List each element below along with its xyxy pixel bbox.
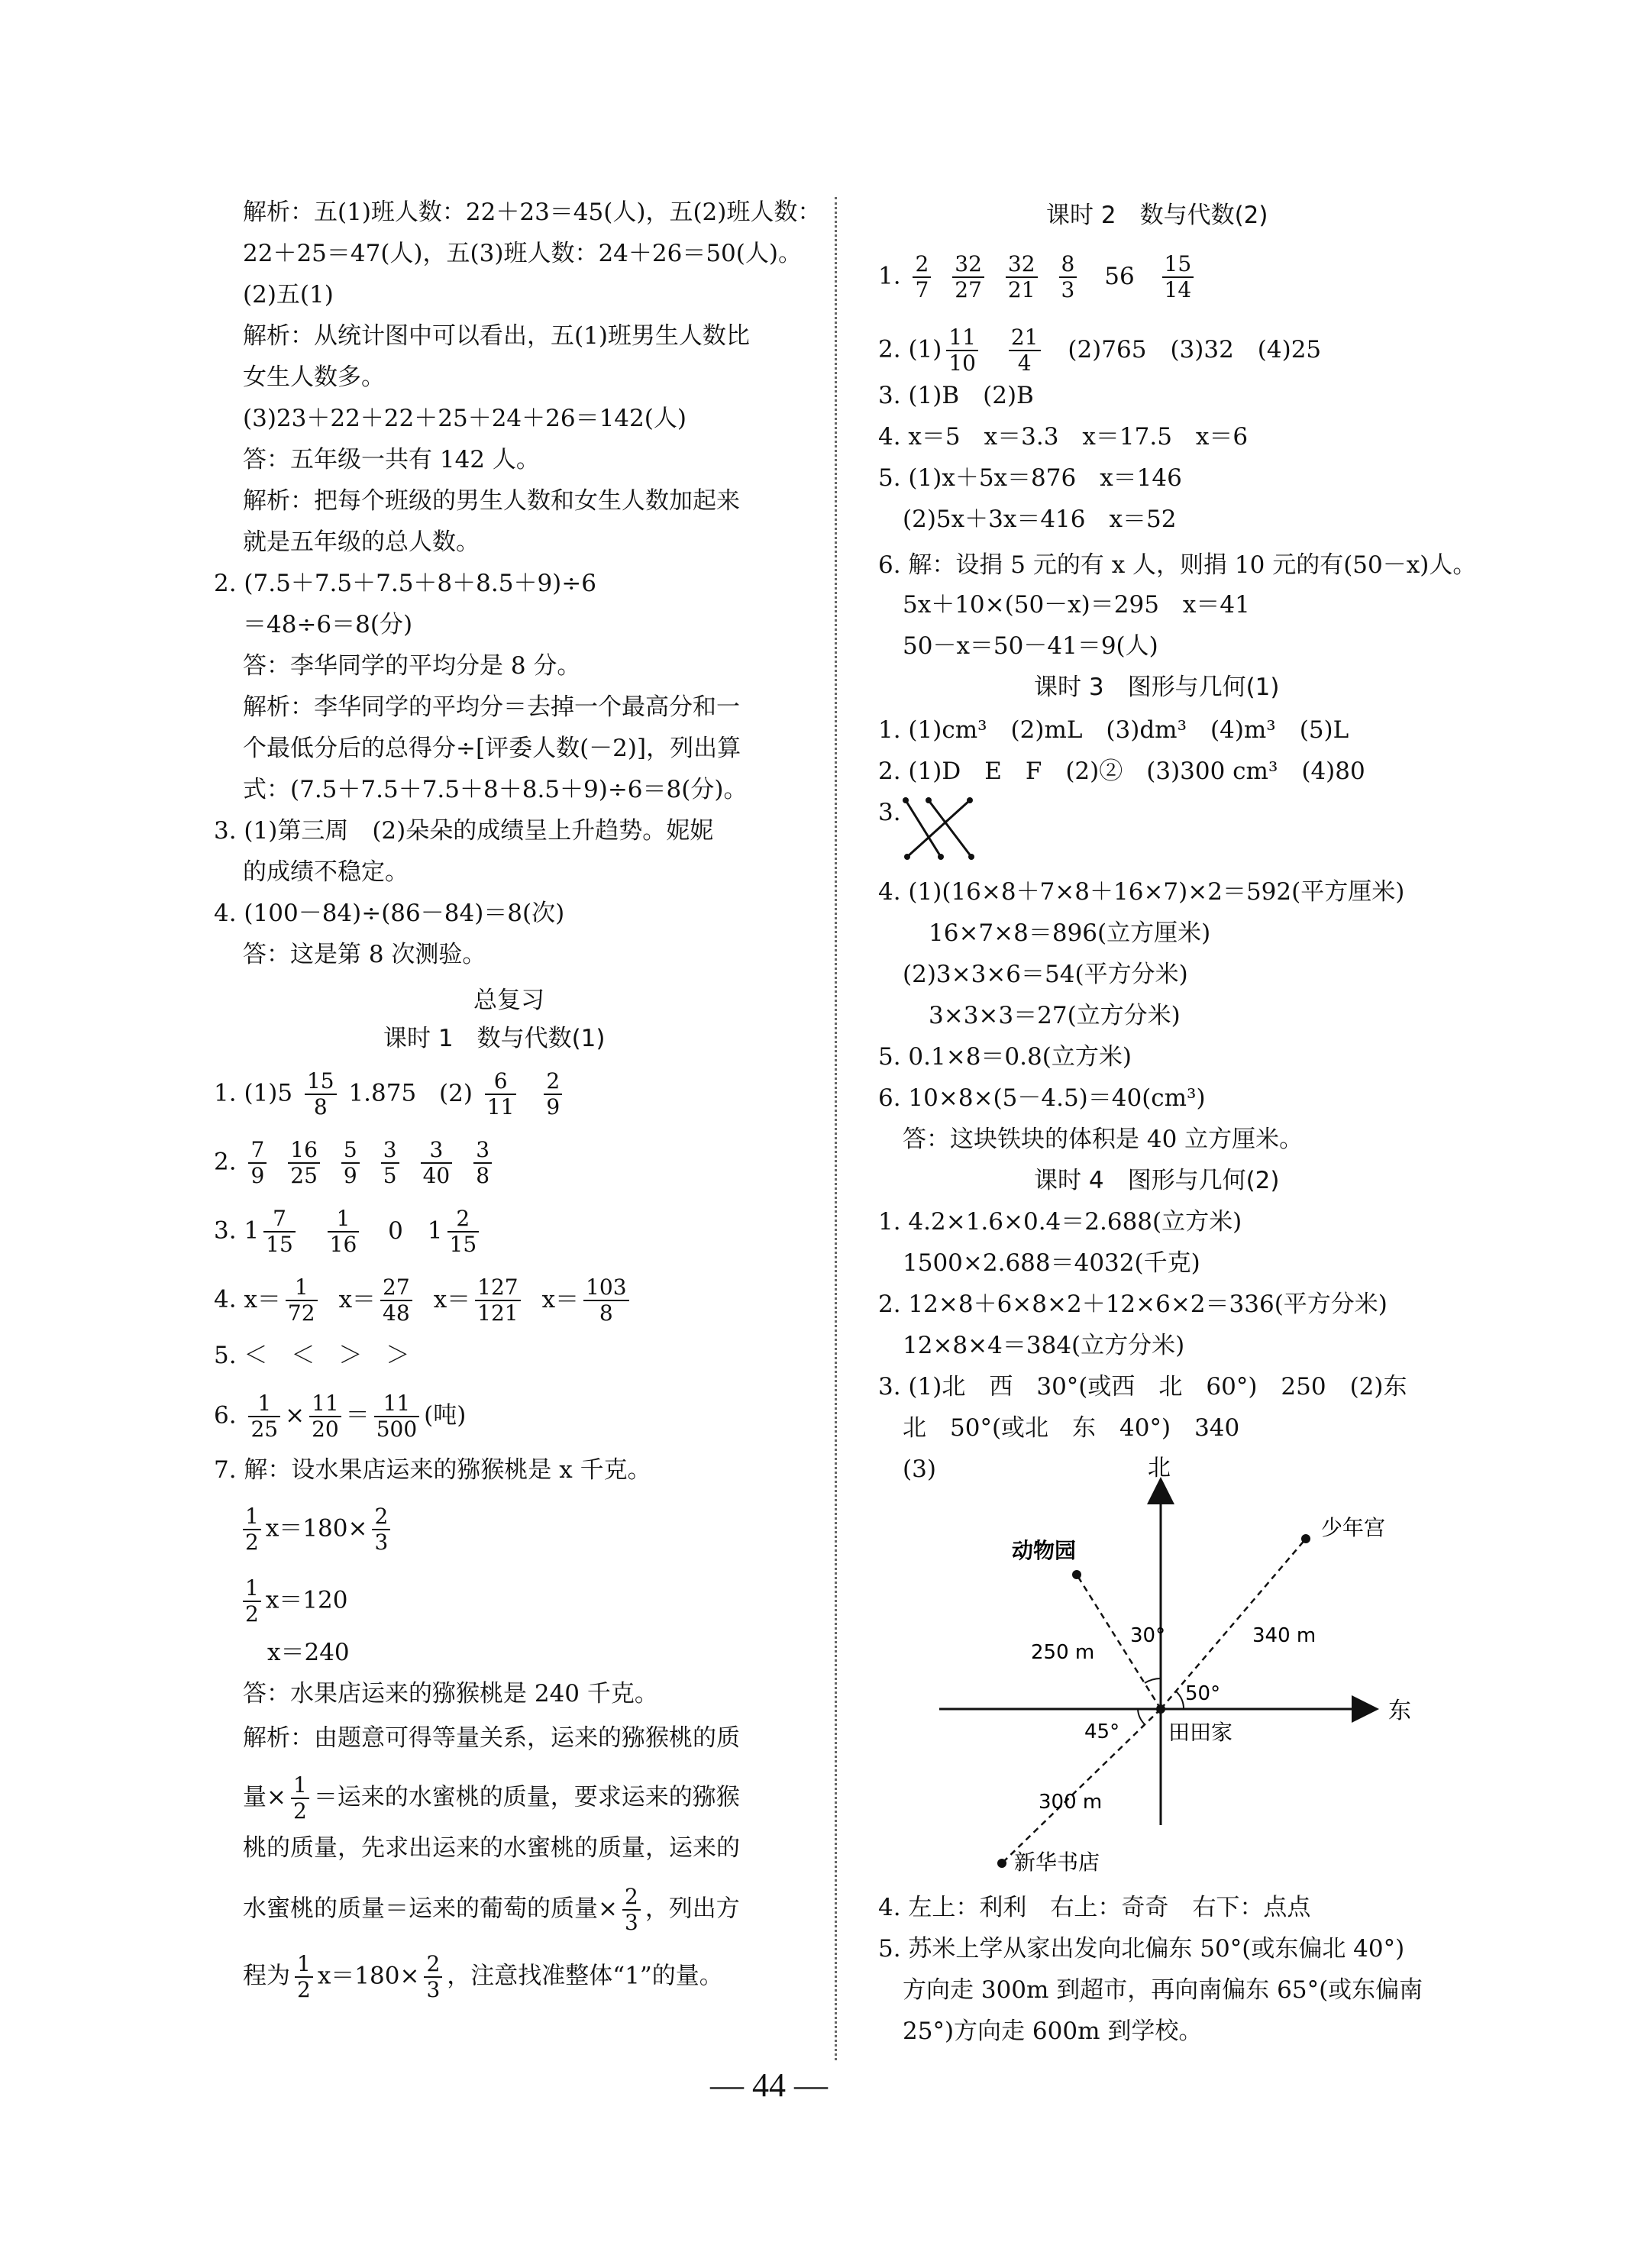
num: 2 bbox=[372, 1504, 390, 1530]
text-line: ＝48÷6＝8(分) bbox=[243, 611, 413, 638]
variable: x＝ bbox=[244, 1285, 281, 1313]
answer-line-2 bbox=[214, 1138, 496, 1188]
den: 20 bbox=[312, 1417, 339, 1442]
home-label: 田田家 bbox=[1168, 1720, 1233, 1745]
fraction bbox=[1162, 252, 1194, 302]
lesson-title: 课时 2 数与代数(2) bbox=[1046, 202, 1268, 229]
num: 3 bbox=[421, 1138, 453, 1164]
num: 2 bbox=[424, 1952, 442, 1978]
answer-line-2: 2. (1)D E F (2)② (3)300 cm³ (4)80 bbox=[878, 758, 1365, 785]
text: 1.875 bbox=[348, 1079, 417, 1107]
fraction bbox=[286, 1275, 318, 1326]
answer-line-1: 1. (1)cm³ (2)mL (3)dm³ (4)m³ (5)L bbox=[878, 716, 1349, 744]
text-line: 北 50°(或北 东 40°) 340 bbox=[903, 1414, 1240, 1442]
num: 1 bbox=[291, 1773, 309, 1799]
text: ，注意找准整体“1”的量。 bbox=[447, 1962, 723, 1990]
den: 40 bbox=[422, 1163, 451, 1188]
text-line: 女生人数多。 bbox=[243, 363, 385, 391]
den: 2 bbox=[245, 1530, 259, 1555]
den: 15 bbox=[266, 1232, 293, 1257]
num: 11 bbox=[309, 1391, 341, 1417]
den: 3 bbox=[1061, 277, 1075, 302]
matching-lines bbox=[901, 794, 977, 863]
q-label: 6. bbox=[214, 1401, 237, 1430]
q-label: 1. bbox=[878, 262, 901, 290]
den: 2 bbox=[297, 1977, 311, 2002]
page-number: — 44 — bbox=[710, 2066, 828, 2104]
q-label: 3. bbox=[214, 1216, 237, 1245]
text-line: 2. (7.5＋7.5＋7.5＋8＋8.5＋9)÷6 bbox=[214, 570, 596, 597]
text-line: 3. (1)第三周 (2)朵朵的成绩呈上升趋势。妮妮 bbox=[214, 817, 714, 845]
fraction bbox=[305, 1069, 337, 1119]
fraction bbox=[248, 1391, 280, 1442]
text-line: 解析：把每个班级的男生人数和女生人数加起来 bbox=[243, 487, 740, 515]
den: 14 bbox=[1164, 277, 1192, 302]
text: x＝120 bbox=[265, 1586, 348, 1614]
fraction bbox=[374, 1391, 419, 1442]
answer-line-2 bbox=[878, 325, 1321, 376]
text-line: 的成绩不稳定。 bbox=[243, 858, 409, 886]
num: 1 bbox=[286, 1275, 318, 1301]
num: 11 bbox=[946, 325, 978, 351]
text-line: 解析：五(1)班人数：22＋23＝45(人)，五(2)班人数： bbox=[243, 199, 822, 226]
text-line: 5x＋10×(50－x)＝295 x＝41 bbox=[903, 591, 1250, 619]
den: 4 bbox=[1017, 351, 1032, 376]
den: 8 bbox=[313, 1094, 328, 1119]
num: 127 bbox=[475, 1275, 520, 1301]
num: 15 bbox=[305, 1069, 337, 1095]
answer-line-3: 3. (1)北 西 30°(或西 北 60°) 250 (2)东 bbox=[878, 1373, 1407, 1401]
fraction bbox=[248, 1138, 267, 1188]
answer-line-1 bbox=[214, 1069, 567, 1119]
text-line: 方向走 300m 到超市，再向南偏东 65°(或东偏南 bbox=[903, 1976, 1423, 2004]
answer-line-6: 6. 解：设捐 5 元的有 x 人，则捐 10 元的有(50－x)人。 bbox=[878, 551, 1477, 579]
answer-line-4: 4. (1)(16×8＋7×8＋16×7)×2＝592(平方厘米) bbox=[878, 878, 1405, 906]
num: 5 bbox=[341, 1138, 360, 1164]
angle-arc-50 bbox=[1176, 1691, 1184, 1709]
fraction bbox=[341, 1138, 360, 1188]
num: 7 bbox=[263, 1207, 296, 1233]
text-line: 12×8×4＝384(立方分米) bbox=[903, 1332, 1185, 1359]
num: 7 bbox=[248, 1138, 267, 1164]
text-line: 16×7×8＝896(立方厘米) bbox=[929, 919, 1211, 947]
fraction bbox=[485, 1069, 517, 1119]
fraction bbox=[473, 1138, 492, 1188]
text-line: (3) bbox=[903, 1455, 936, 1483]
q-label: 2. bbox=[878, 335, 901, 363]
fraction bbox=[946, 325, 978, 376]
fraction bbox=[913, 252, 931, 302]
den: 3 bbox=[374, 1530, 389, 1555]
zoo-label: 动物园 bbox=[1012, 1538, 1077, 1563]
whole: 1 bbox=[244, 1216, 260, 1245]
num: 32 bbox=[952, 252, 984, 278]
fraction bbox=[952, 252, 984, 302]
num: 21 bbox=[1009, 325, 1041, 351]
fraction bbox=[295, 1952, 313, 2002]
text-line: (2)3×3×6＝54(平方分米) bbox=[903, 961, 1188, 988]
text: 水蜜桃的质量＝运来的葡萄的质量× bbox=[243, 1895, 618, 1923]
lesson-title: 课时 4 图形与几何(2) bbox=[1034, 1167, 1280, 1194]
store-point bbox=[997, 1859, 1006, 1868]
dist-300: 300 m bbox=[1039, 1791, 1103, 1814]
fraction bbox=[421, 1138, 453, 1188]
fraction bbox=[380, 1275, 412, 1326]
answer-line-6 bbox=[214, 1391, 466, 1442]
num: 1 bbox=[248, 1391, 280, 1417]
den: 9 bbox=[546, 1094, 561, 1119]
text-line: 25°)方向走 600m 到学校。 bbox=[903, 2018, 1203, 2045]
den: 3 bbox=[624, 1910, 638, 1935]
text: 量× bbox=[243, 1783, 286, 1811]
text-line: 个最低分后的总得分÷[评委人数(－2)]，列出算 bbox=[243, 735, 741, 762]
fraction bbox=[381, 1138, 399, 1188]
whole: 1 bbox=[427, 1216, 443, 1245]
fraction bbox=[424, 1952, 442, 2002]
num: 16 bbox=[288, 1138, 320, 1164]
equation-line: x＝240 bbox=[267, 1639, 350, 1666]
num: 11 bbox=[374, 1391, 419, 1417]
text-line bbox=[243, 1773, 740, 1824]
den: 2 bbox=[245, 1601, 259, 1627]
text: (1) bbox=[908, 335, 942, 363]
angle-50: 50° bbox=[1185, 1682, 1221, 1705]
store-label: 新华书店 bbox=[1014, 1850, 1100, 1875]
den: 15 bbox=[449, 1232, 477, 1257]
fraction bbox=[1006, 252, 1038, 302]
num: 103 bbox=[583, 1275, 628, 1301]
column-divider bbox=[835, 197, 837, 2060]
answer-line-2: 2. 12×8＋6×8×2＋12×6×2＝336(平方分米) bbox=[878, 1291, 1388, 1318]
variable: x＝ bbox=[541, 1285, 580, 1313]
den: 72 bbox=[287, 1300, 315, 1326]
fraction bbox=[1009, 325, 1041, 376]
dist-250: 250 m bbox=[1031, 1641, 1095, 1664]
fraction bbox=[243, 1576, 261, 1627]
den: 16 bbox=[329, 1232, 357, 1257]
text-line: 答：这是第 8 次测验。 bbox=[243, 941, 486, 968]
text: ＝ bbox=[345, 1401, 370, 1430]
fraction bbox=[475, 1275, 520, 1326]
den: 5 bbox=[383, 1163, 397, 1188]
text-line: 式：(7.5＋7.5＋7.5＋8＋8.5＋9)÷6＝8(分)。 bbox=[243, 776, 748, 803]
answer-line-7: 7. 解：设水果店运来的猕猴桃是 x 千克。 bbox=[214, 1456, 651, 1484]
text-line: 3×3×3＝27(立方分米) bbox=[929, 1002, 1181, 1029]
den: 3 bbox=[426, 1977, 441, 2002]
answer-line-1 bbox=[878, 252, 1198, 302]
angle-30: 30° bbox=[1130, 1624, 1166, 1647]
fraction-list bbox=[908, 251, 1081, 302]
den: 121 bbox=[477, 1300, 519, 1326]
fraction bbox=[243, 1504, 261, 1555]
fraction bbox=[1059, 252, 1077, 302]
fraction bbox=[622, 1885, 641, 1935]
text: × bbox=[285, 1401, 305, 1430]
home-point bbox=[1156, 1704, 1165, 1714]
num: 2 bbox=[913, 252, 931, 278]
text-line: 解析：从统计图中可以看出，五(1)班男生人数比 bbox=[243, 322, 750, 350]
num: 15 bbox=[1162, 252, 1194, 278]
text-line: 4. (100－84)÷(86－84)＝8(次) bbox=[214, 900, 565, 927]
fraction bbox=[288, 1138, 320, 1188]
fraction bbox=[372, 1504, 390, 1555]
den: 48 bbox=[383, 1300, 410, 1326]
num: 1 bbox=[243, 1504, 261, 1530]
den: 25 bbox=[250, 1417, 279, 1442]
text-line: (2)5x＋3x＝416 x＝52 bbox=[903, 506, 1177, 533]
section-title: 总复习 bbox=[473, 987, 544, 1014]
num: 6 bbox=[485, 1069, 517, 1095]
text-line: 22＋25＝47(人)，五(3)班人数：24＋26＝50(人)。 bbox=[243, 240, 802, 267]
store-path bbox=[1002, 1709, 1161, 1863]
north-label: 北 bbox=[1148, 1455, 1171, 1481]
num: 1 bbox=[295, 1952, 313, 1978]
den: 25 bbox=[290, 1163, 318, 1188]
answer-line-3: 3. (1)B (2)B bbox=[878, 382, 1034, 409]
answer-line-3: 3. bbox=[878, 799, 901, 826]
zoo-point bbox=[1072, 1570, 1081, 1579]
den: 11 bbox=[486, 1094, 515, 1119]
text-line: 答：水果店运来的猕猴桃是 240 千克。 bbox=[243, 1680, 658, 1707]
fraction bbox=[263, 1207, 296, 1257]
num: 3 bbox=[473, 1138, 492, 1164]
num: 1 bbox=[328, 1207, 360, 1233]
den: 8 bbox=[599, 1300, 613, 1326]
answer-line-1: 1. 4.2×1.6×0.4＝2.688(立方米) bbox=[878, 1208, 1242, 1236]
num: 32 bbox=[1006, 252, 1038, 278]
text-line: 答：李华同学的平均分是 8 分。 bbox=[243, 652, 581, 680]
dist-340: 340 m bbox=[1252, 1624, 1316, 1647]
equation-line bbox=[243, 1576, 347, 1627]
num: 2 bbox=[622, 1885, 641, 1911]
text-line bbox=[243, 1952, 723, 2002]
text-line: 就是五年级的总人数。 bbox=[243, 528, 480, 556]
text-line: 解析：李华同学的平均分＝去掉一个最高分和一 bbox=[243, 693, 740, 721]
lesson-title: 课时 1 数与代数(1) bbox=[383, 1025, 606, 1052]
answer-line-5: 5. 0.1×8＝0.8(立方米) bbox=[878, 1043, 1132, 1071]
equation-line bbox=[243, 1504, 395, 1555]
text: ，列出方 bbox=[645, 1895, 740, 1923]
fraction bbox=[291, 1773, 309, 1824]
answer-line-4 bbox=[214, 1275, 634, 1326]
fraction-list bbox=[244, 1275, 633, 1326]
den: 10 bbox=[948, 351, 976, 376]
answer-line-5: 5. (1)x＋5x＝876 x＝146 bbox=[878, 464, 1182, 492]
den: 500 bbox=[376, 1417, 418, 1442]
q-label: 1. bbox=[214, 1079, 237, 1107]
text-line: 50－x＝50－41＝9(人) bbox=[903, 632, 1158, 660]
angle-45: 45° bbox=[1084, 1720, 1120, 1743]
variable: x＝ bbox=[338, 1285, 376, 1313]
text: (2)765 (3)32 (4)25 bbox=[1068, 335, 1322, 363]
text: x＝180× bbox=[265, 1514, 368, 1543]
answer-line-3 bbox=[214, 1207, 483, 1257]
text-line bbox=[243, 1885, 740, 1935]
text: (2) bbox=[439, 1079, 473, 1107]
den: 27 bbox=[955, 277, 982, 302]
east-label: 东 bbox=[1388, 1698, 1411, 1724]
direction-map bbox=[916, 1451, 1436, 1879]
fraction bbox=[309, 1391, 341, 1442]
den: 2 bbox=[292, 1798, 307, 1824]
text: 程为 bbox=[243, 1962, 290, 1990]
lesson-title: 课时 3 图形与几何(1) bbox=[1034, 674, 1280, 701]
text: 56 bbox=[1104, 262, 1135, 290]
num: 1 bbox=[243, 1576, 261, 1602]
variable: x＝ bbox=[433, 1285, 471, 1313]
fraction bbox=[328, 1207, 360, 1257]
fraction bbox=[544, 1069, 562, 1119]
den: 9 bbox=[250, 1163, 265, 1188]
text: (吨) bbox=[424, 1401, 467, 1430]
den: 9 bbox=[343, 1163, 357, 1188]
text-line: 解析：由题意可得等量关系，运来的猕猴桃的质 bbox=[243, 1724, 740, 1752]
palace-label: 少年宫 bbox=[1321, 1515, 1386, 1540]
q-label: 4. bbox=[214, 1285, 237, 1313]
answer-line-5: 5. ＜ ＜ ＞ ＞ bbox=[214, 1342, 410, 1369]
text-line: 答：五年级一共有 142 人。 bbox=[243, 446, 540, 473]
answer-line-6: 6. 10×8×(5－4.5)＝40(cm³) bbox=[878, 1084, 1206, 1112]
text-line: 答：这块铁块的体积是 40 立方厘米。 bbox=[903, 1126, 1304, 1153]
den: 8 bbox=[476, 1163, 490, 1188]
num: 27 bbox=[380, 1275, 412, 1301]
angle-arc-30 bbox=[1145, 1678, 1161, 1683]
fraction bbox=[447, 1207, 480, 1257]
fraction-list bbox=[244, 1137, 496, 1188]
text: x＝180× bbox=[317, 1962, 420, 1990]
answer-line-5: 5. 苏米上学从家出发向北偏东 50°(或东偏北 40°) bbox=[878, 1935, 1405, 1963]
den: 7 bbox=[915, 277, 929, 302]
answer-line-4: 4. x＝5 x＝3.3 x＝17.5 x＝6 bbox=[878, 423, 1249, 451]
num: 3 bbox=[381, 1138, 399, 1164]
den: 21 bbox=[1007, 277, 1035, 302]
palace-point bbox=[1301, 1534, 1310, 1543]
text: 0 bbox=[388, 1216, 403, 1245]
answer-line-4: 4. 左上：利利 右上：奇奇 右下：点点 bbox=[878, 1894, 1311, 1921]
num: 8 bbox=[1059, 252, 1077, 278]
text-line: 桃的质量，先求出运来的水蜜桃的质量，运来的 bbox=[243, 1834, 740, 1862]
angle-arc-45 bbox=[1138, 1709, 1145, 1724]
q-label: 2. bbox=[214, 1148, 237, 1176]
num: 2 bbox=[447, 1207, 480, 1233]
fraction bbox=[583, 1275, 628, 1326]
text-line: (2)五(1) bbox=[243, 281, 334, 309]
text-line: 1500×2.688＝4032(千克) bbox=[903, 1249, 1200, 1277]
text-line: (3)23＋22＋22＋25＋24＋26＝142(人) bbox=[243, 405, 687, 432]
text: (1)5 bbox=[244, 1079, 293, 1107]
num: 2 bbox=[544, 1069, 562, 1095]
text: ＝运来的水蜜桃的质量，要求运来的猕猴 bbox=[313, 1783, 740, 1811]
